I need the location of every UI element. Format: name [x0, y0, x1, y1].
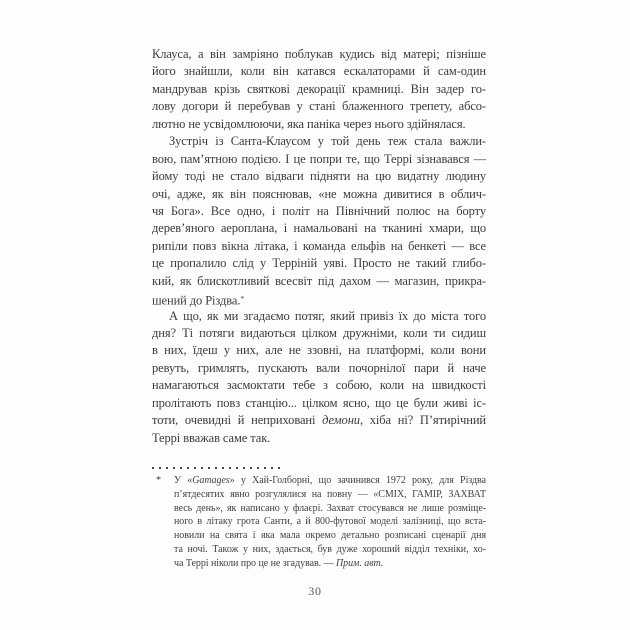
text-line: кий, як блискотливий всесвіт під дахом — магазин, прикра-	[152, 273, 486, 288]
text-line: тоти, очевидні й неприховані демони, хіба ні? П’ятирічний	[152, 413, 487, 428]
text-line: шений до Різдва.*	[152, 293, 245, 308]
footnote-text	[174, 474, 486, 571]
page-number: 30	[308, 584, 322, 598]
text-line: чя Бога». Все одно, і політ на Північний полюс на борту	[152, 203, 486, 218]
text-line: вою, пам’ятною подією. І це попри те, що Террі зізнавався —	[152, 151, 486, 166]
text-line: Террі вважав саме так.	[152, 430, 271, 445]
text-line: ревуть, гримлять, пускають вали почорнілої пари й наче	[152, 360, 486, 375]
body-text	[152, 46, 486, 447]
text-line: мандрував крізь святкові декорації крамниці. Він задер го-	[152, 81, 486, 96]
footnote-line: ча Террі ніколи про це не згадував. — Прим. авт.	[174, 557, 384, 569]
text-line: це пропалило слід у Терріній уяві. Просто не такий глибо-	[152, 256, 486, 271]
text-line: рипіли повз вікна літака, і команда ельфів на бенкеті — все	[152, 238, 486, 253]
text-line: намагаються засмоктати тебе з собою, коли на швидкості	[152, 378, 486, 393]
text-line: його знайшли, коли він катався ескалаторами й сам-один	[152, 64, 486, 79]
text-line: дня? Ті потяги видаються цілком дружніми, коли ти сидиш	[152, 326, 486, 340]
footnote-line: ного в літаку грота Санти, а й 800-футової моделі залізниці, що вста-	[174, 516, 486, 528]
footnote-line: та ночі. Також у них, здається, був дуже хороший відділ техніки, хо-	[174, 543, 486, 555]
text-line: Клауса, а він замріяно поблукав кудись від матері; пізніше	[152, 47, 486, 61]
footnote-line: весь день», як написано у флаєрі. Захват стосувався не лише розміще-	[174, 502, 486, 514]
footnote-line: новили на свята і яка мала окремо детально розписані сценарії дня	[174, 530, 486, 542]
text-line: лову догори й перебував у стані блаженного трепету, абсо-	[152, 99, 486, 114]
text-line: Зустріч із Санта-Клаусом у той день теж стала важли-	[169, 134, 486, 149]
text-line: в них, їдеш у них, але не ззовні, на платформі, коли вони	[152, 343, 486, 358]
text-line: А що, як ми згадаємо потяг, який привіз їх до міста того	[169, 308, 486, 323]
text-line: лютно не усвідомлюючи, яка паніка через нього здійнялася.	[152, 116, 466, 131]
footnote-marker: *	[156, 475, 161, 486]
text-line: очі, адже, як він пояснював, «не можна дивитися в облич-	[152, 186, 486, 201]
text-line: йому тоді не стало відваги підняти на цю видатну людину	[152, 169, 486, 184]
footnote-line: п’ятдесятих явно розгулялися на повну — «СМІХ, ГАМІР, ЗАХВАТ	[174, 488, 486, 500]
text-line: пролітають повз станцію... цілком ясно, що це були живі іс-	[152, 395, 486, 410]
footnote-line: У «Gamages» у Хай-Голборні, що зачинився 1972 року, для Різдва	[174, 475, 486, 486]
text-line: дерев’яного аероплана, і намальовані на тканині хмари, що	[152, 221, 486, 236]
footnote-separator	[152, 467, 284, 469]
footnote-section	[152, 474, 486, 571]
